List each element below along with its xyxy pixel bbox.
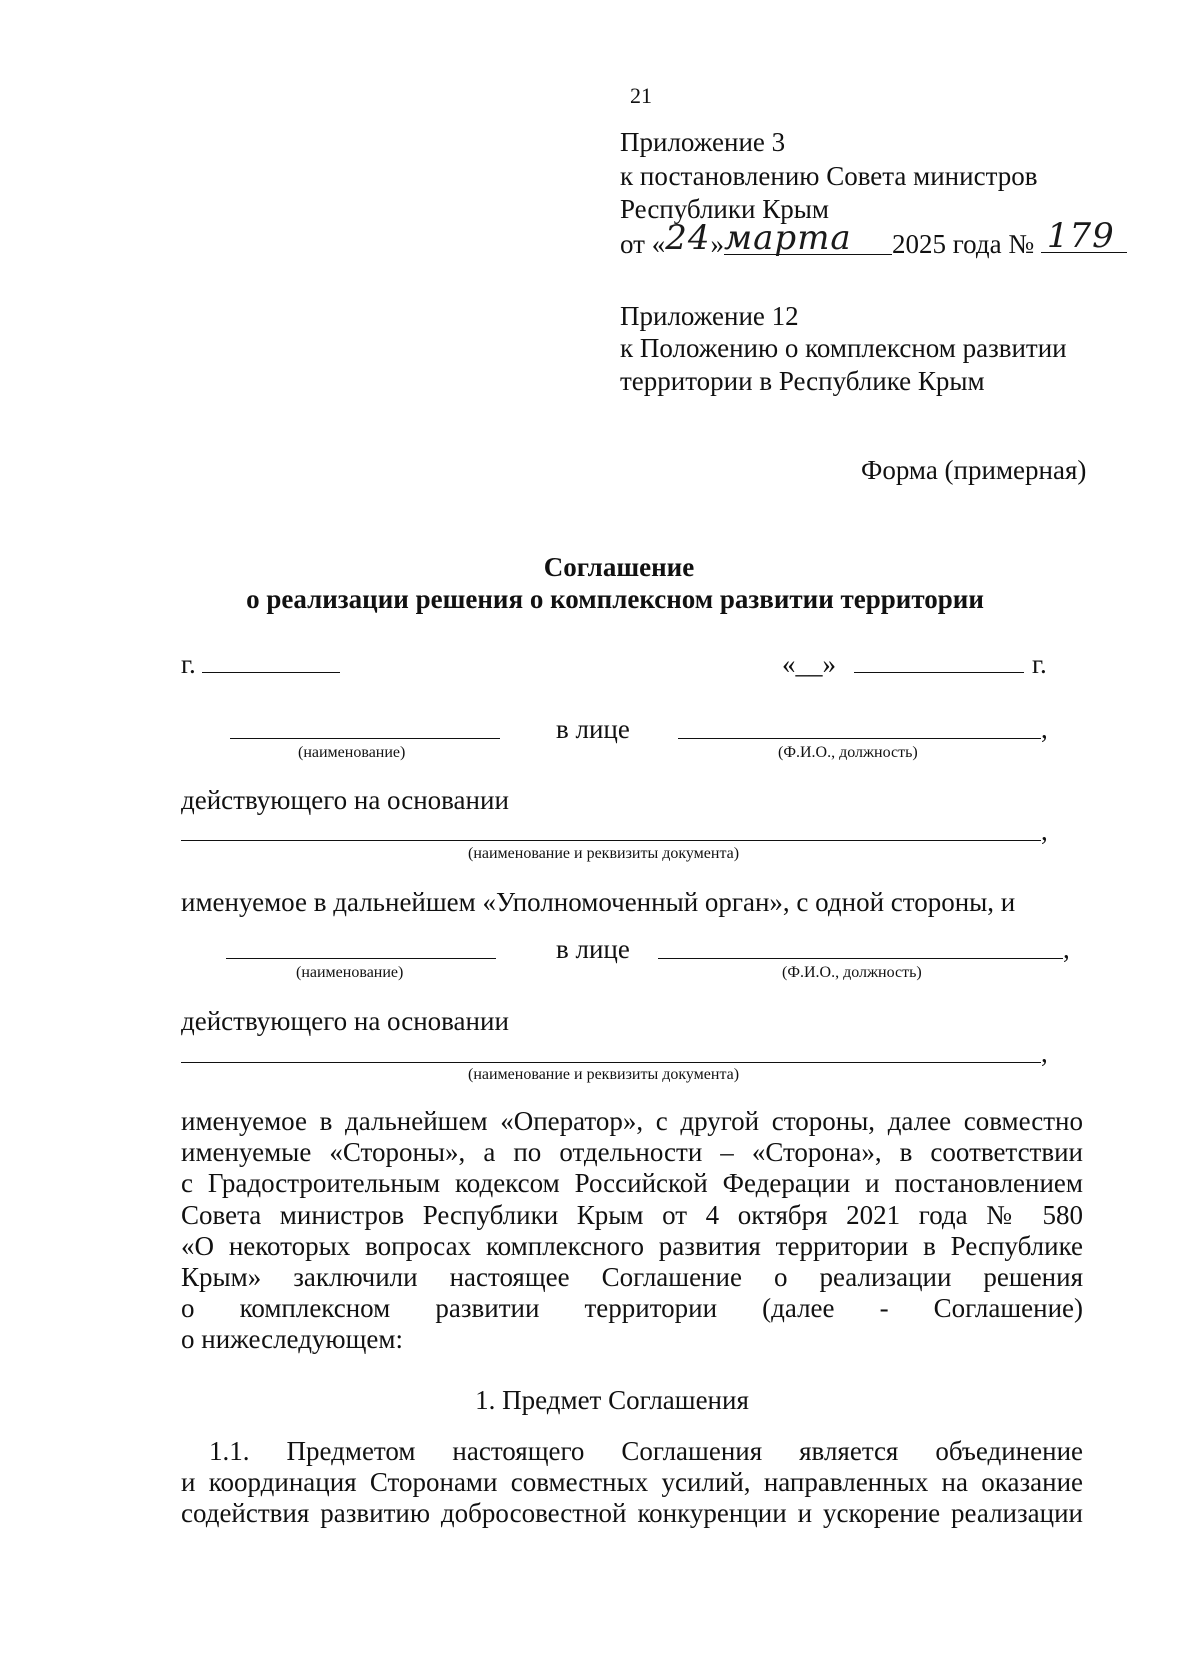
party2-acting: действующего на основании [181, 1006, 509, 1036]
main-paragraph-line: Совета министров Республики Крым от 4 октября 2021 года № 580 [181, 1199, 1083, 1230]
city-prefix: г. [181, 649, 196, 679]
handwritten-month: марта [724, 223, 892, 255]
party2-comma: , [1063, 934, 1070, 964]
handwritten-number: 179 [1041, 221, 1127, 253]
party2-fio-blank [658, 958, 1063, 959]
handwritten-day: 24 [665, 218, 711, 258]
section1-paragraph [181, 1436, 1083, 1530]
date-prefix: от « [620, 229, 666, 259]
party2-caption-doc: (наименование и реквизиты документа) [468, 1066, 740, 1083]
section1-paragraph-line: содействия развитию добросовестной конкуренции и ускорение реализации [181, 1498, 1083, 1529]
party2-doc-comma: , [1041, 1038, 1048, 1068]
date-year: 2025 года № [891, 229, 1035, 259]
main-paragraph-line: о комплексном развитии территории (далее - Соглашение) [181, 1293, 1083, 1324]
date-sep: » [710, 229, 724, 259]
party1-doc-comma: , [1041, 816, 1048, 846]
party1-name-blank [230, 738, 500, 739]
main-paragraph-line: Крым» заключили настоящее Соглашение о реализации решения [181, 1262, 1083, 1293]
date-blank [854, 672, 1024, 673]
party2-caption-name: (наименование) [296, 964, 404, 981]
main-paragraph-line: с Градостроительным кодексом Российской Федерации и постановлением [181, 1168, 1083, 1199]
main-paragraph-line: о нижеследующем: [181, 1324, 403, 1355]
appendix3-date-line [620, 216, 1127, 260]
agreement-title: Соглашение [543, 552, 695, 582]
party2-in-person: в лице [556, 934, 630, 964]
party2-caption-fio: (Ф.И.О., должность) [782, 964, 922, 981]
party1-acting: действующего на основании [181, 785, 509, 815]
party1-caption-fio: (Ф.И.О., должность) [778, 744, 918, 761]
appendix12-line3: территории в Республике Крым [620, 366, 985, 396]
party1-in-person: в лице [556, 714, 630, 744]
party1-comma: , [1041, 714, 1048, 744]
main-paragraph-line: «О некоторых вопросах комплексного развития территории в Республике [181, 1230, 1083, 1261]
section1-paragraph-line: 1.1. Предметом настоящего Соглашения является объединение [209, 1436, 1083, 1466]
form-note: Форма (примерная) [861, 455, 1087, 485]
party1-doc-blank [181, 840, 1041, 841]
main-paragraph [181, 1106, 1083, 1356]
party1-caption-name: (наименование) [298, 744, 406, 761]
appendix3-line1: Приложение 3 [620, 127, 786, 157]
year-suffix: г. [1032, 649, 1047, 679]
section1-title: 1. Предмет Соглашения [475, 1385, 749, 1415]
section1-paragraph-line: и координация Сторонами совместных усилий, направленных на оказание [181, 1467, 1083, 1498]
party1-caption-doc: (наименование и реквизиты документа) [468, 845, 740, 862]
appendix12-line1: Приложение 12 [620, 301, 799, 331]
agreement-subtitle: о реализации решения о комплексном развитии территории [246, 584, 984, 614]
party2-doc-blank [181, 1062, 1041, 1063]
city-blank [202, 672, 340, 673]
appendix3-line2: к постановлению Совета министров [620, 161, 1038, 191]
party1-named: именуемое в дальнейшем «Уполномоченный орган», с одной стороны, и [181, 887, 1016, 917]
party2-name-blank [226, 958, 496, 959]
date-quote: «__» [782, 649, 836, 679]
main-paragraph-line: именуемое в дальнейшем «Оператор», с другой стороны, далее совместно [181, 1106, 1083, 1136]
main-paragraph-line: именуемые «Стороны», а по отдельности – «Сторона», в соответствии [181, 1137, 1083, 1168]
page-number: 21 [630, 83, 652, 108]
party1-fio-blank [678, 738, 1041, 739]
appendix12-line2: к Положению о комплексном развитии [620, 333, 1067, 363]
appendix3-line3: Республики Крым [620, 194, 829, 224]
